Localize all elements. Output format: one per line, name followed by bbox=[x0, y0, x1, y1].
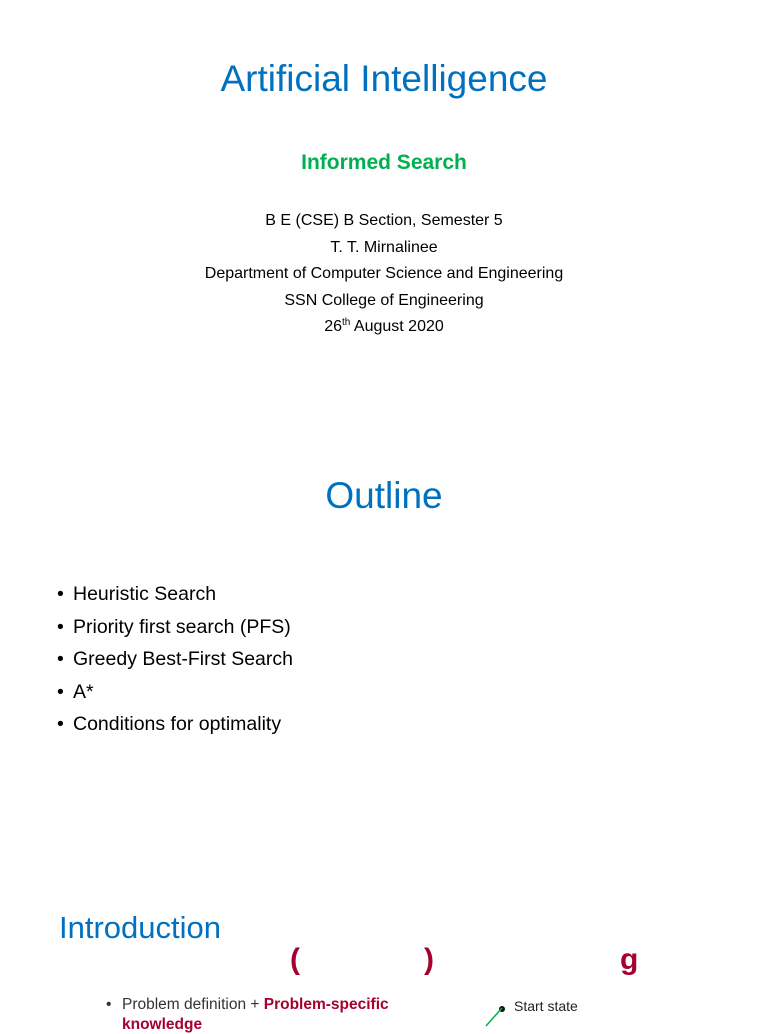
clipped-heading-fragments bbox=[0, 943, 768, 987]
intro-bullet bbox=[106, 996, 389, 1014]
list-item bbox=[57, 643, 293, 676]
intro-bullet-emphasis: Problem-specific bbox=[263, 996, 389, 1013]
date-line bbox=[0, 314, 768, 341]
clipped-glyph: g bbox=[620, 943, 639, 976]
outline-slide bbox=[0, 430, 768, 860]
intro-bullet-text: Problem definition + bbox=[122, 996, 264, 1013]
outline-list bbox=[57, 578, 293, 741]
list-item bbox=[57, 708, 293, 741]
clipped-glyph: ( bbox=[290, 943, 300, 976]
presentation-info bbox=[0, 208, 768, 341]
bullet-icon: • bbox=[57, 680, 64, 703]
bullet-icon: • bbox=[57, 615, 64, 638]
list-item-text: Heuristic Search bbox=[73, 583, 217, 605]
list-item-text: Conditions for optimality bbox=[73, 713, 282, 735]
college-line: SSN College of Engineering bbox=[284, 291, 484, 309]
introduction-slide bbox=[0, 860, 768, 1033]
intro-bullet-continued: knowledge bbox=[122, 1016, 203, 1033]
course-line: B E (CSE) B Section, Semester 5 bbox=[265, 212, 503, 229]
bullet-icon: • bbox=[57, 583, 64, 605]
date-suffix: th bbox=[342, 317, 351, 328]
search-tree-edge bbox=[480, 1006, 510, 1026]
bullet-icon: • bbox=[57, 648, 64, 670]
clipped-glyph: ) bbox=[424, 943, 434, 976]
date-rest: August 2020 bbox=[350, 318, 444, 335]
list-item-text: A* bbox=[73, 680, 94, 703]
department-line: Department of Computer Science and Engineering bbox=[204, 265, 564, 282]
bullet-icon: • bbox=[57, 713, 64, 735]
list-item-text: Greedy Best-First Search bbox=[73, 648, 293, 670]
author-line: T. T. Mirnalinee bbox=[330, 238, 438, 256]
title-slide bbox=[0, 0, 768, 430]
presentation-title: Artificial Intelligence bbox=[220, 58, 548, 99]
list-item bbox=[57, 611, 293, 644]
introduction-title: Introduction bbox=[59, 910, 221, 945]
list-item bbox=[57, 676, 293, 709]
date-day: 26 bbox=[324, 318, 343, 335]
outline-title: Outline bbox=[325, 475, 443, 516]
list-item bbox=[57, 578, 293, 611]
bullet-icon: • bbox=[106, 996, 112, 1013]
presentation-subtitle: Informed Search bbox=[301, 151, 467, 174]
list-item-text: Priority first search (PFS) bbox=[73, 615, 291, 638]
start-state-label: Start state bbox=[514, 998, 578, 1014]
